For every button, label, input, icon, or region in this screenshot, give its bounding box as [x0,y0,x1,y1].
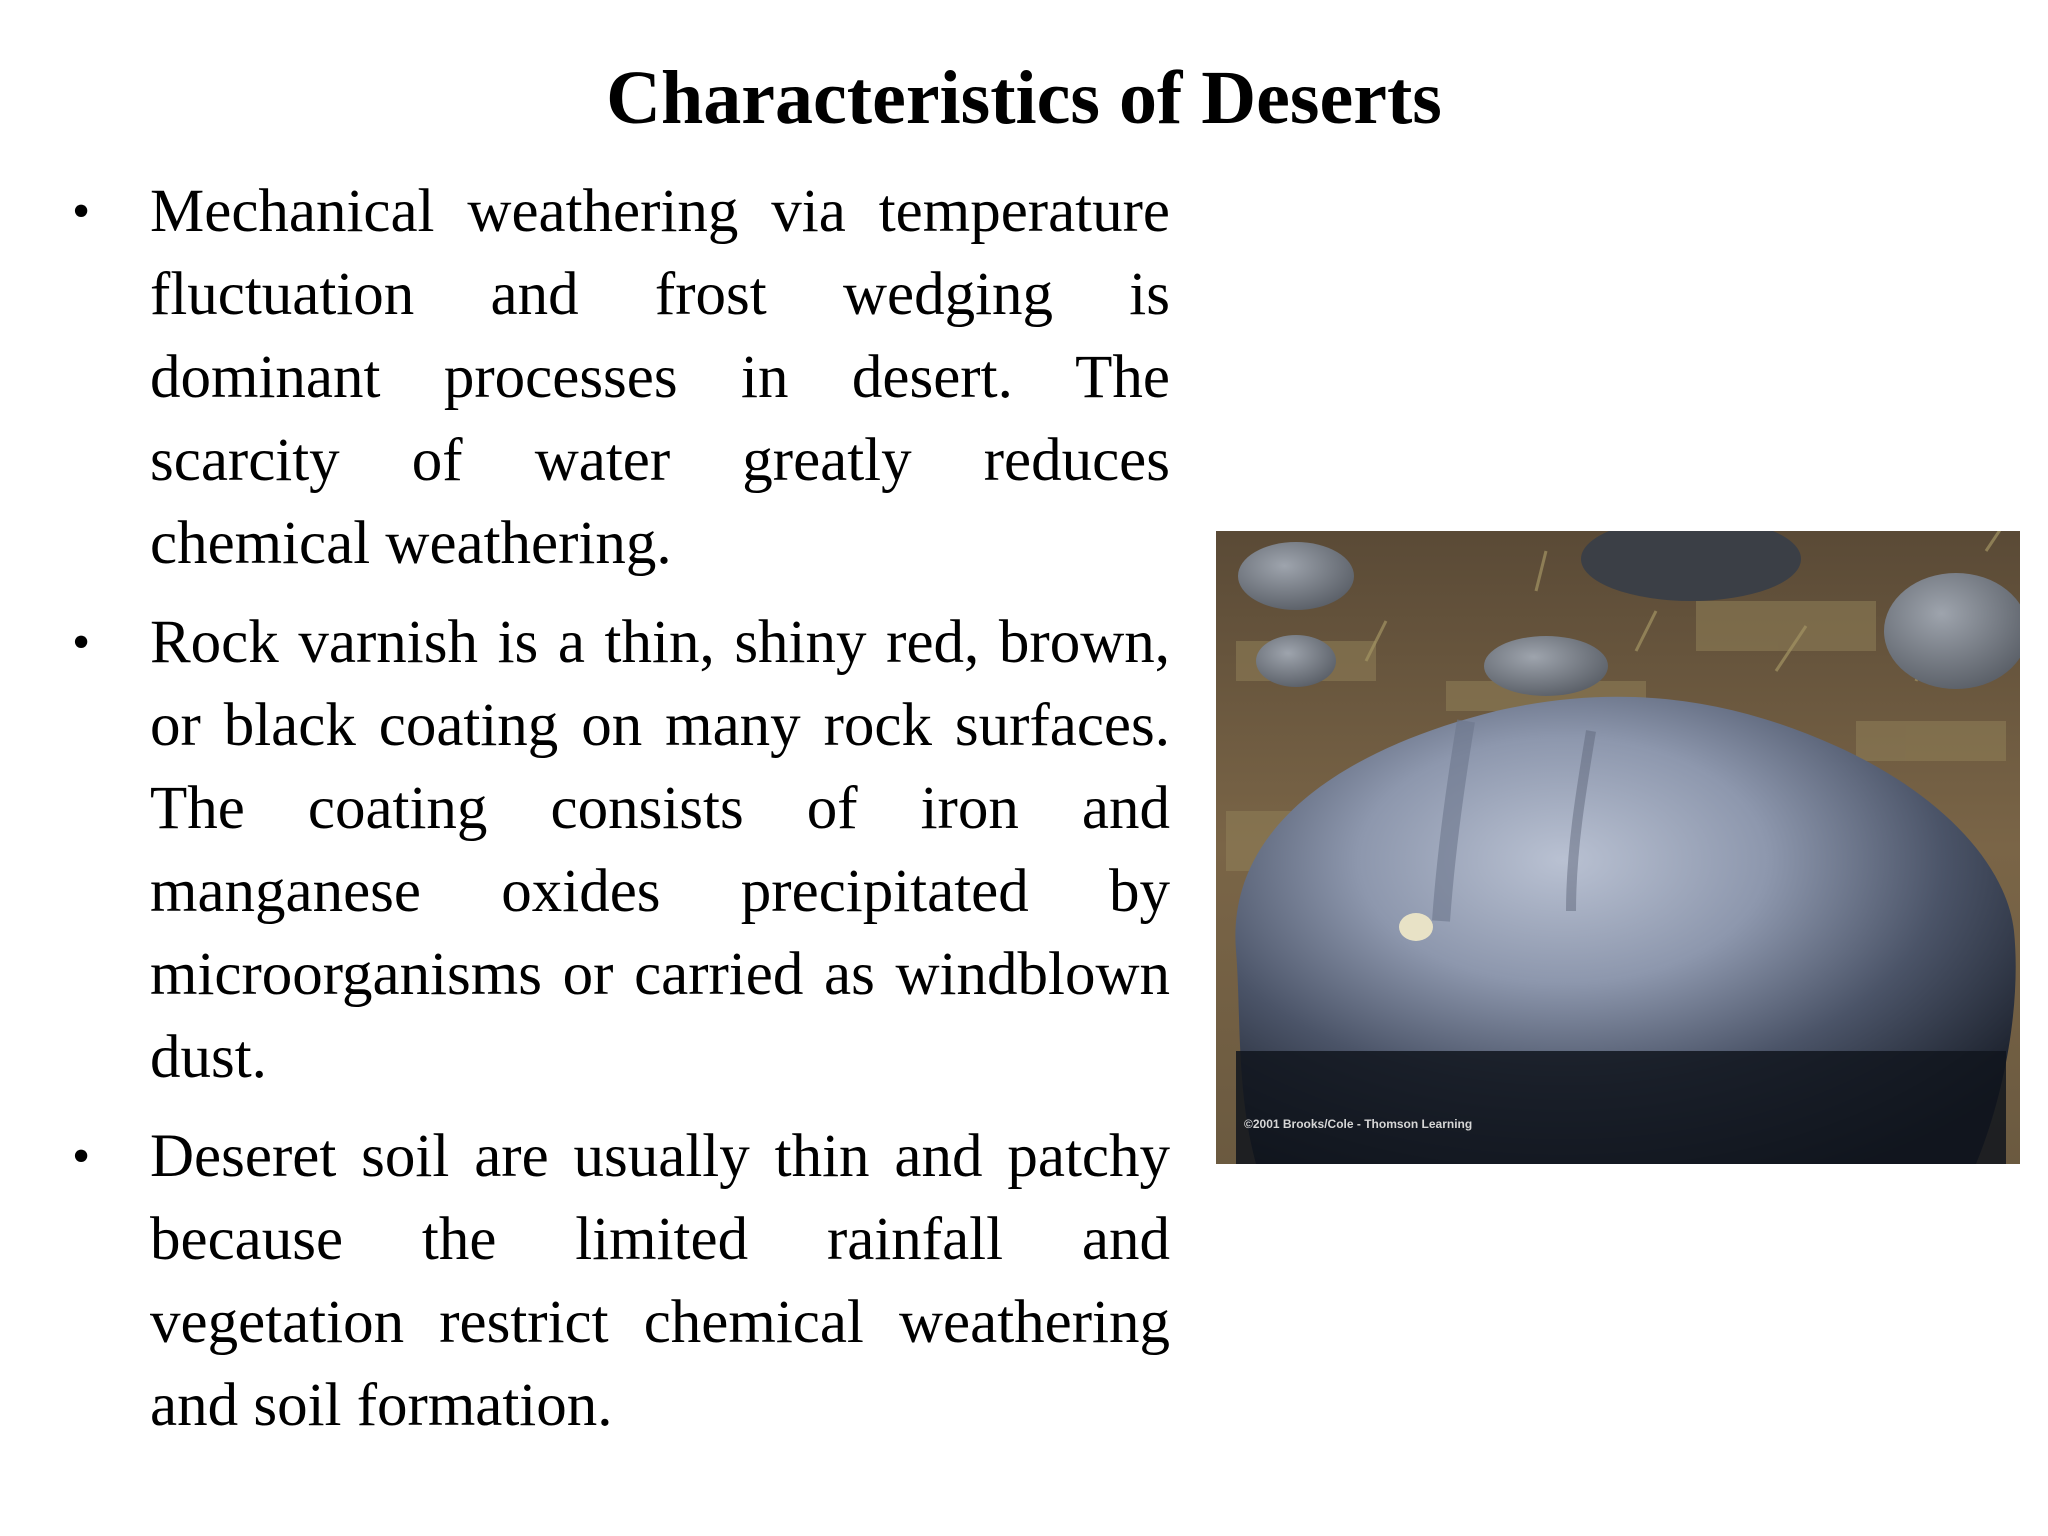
bullet-item [60,1115,1170,1447]
bullet-icon: • [72,1128,91,1185]
slide-title: Characteristics of Deserts [606,56,1442,140]
bullet-icon: • [72,183,91,240]
rock-varnish-photo [1216,531,2020,1164]
bullet-item [60,601,1170,1099]
bullet-text: Rock varnish is a thin, shiny red, brown, or black coating on many rock surfaces. The coating consists of iron and manganese oxides precipitated by microorganisms or carried as windblown dust. [150,609,1170,1091]
boulder-image [1216,531,2020,1164]
bullet-item [60,170,1170,585]
bullet-text: Deseret soil are usually thin and patchy because the limited rainfall and vegetation restrict chemical weathering and soil formation. [150,1123,1170,1439]
bullet-text: Mechanical weathering via temperature fluctuation and frost wedging is dominant processes in desert. The scarcity of water greatly reduces chemical weathering. [150,178,1170,577]
photo-credit: ©2001 Brooks/Cole - Thomson Learning [1244,1117,1473,1131]
bullet-icon: • [72,614,91,671]
bullet-list [60,170,1170,1463]
